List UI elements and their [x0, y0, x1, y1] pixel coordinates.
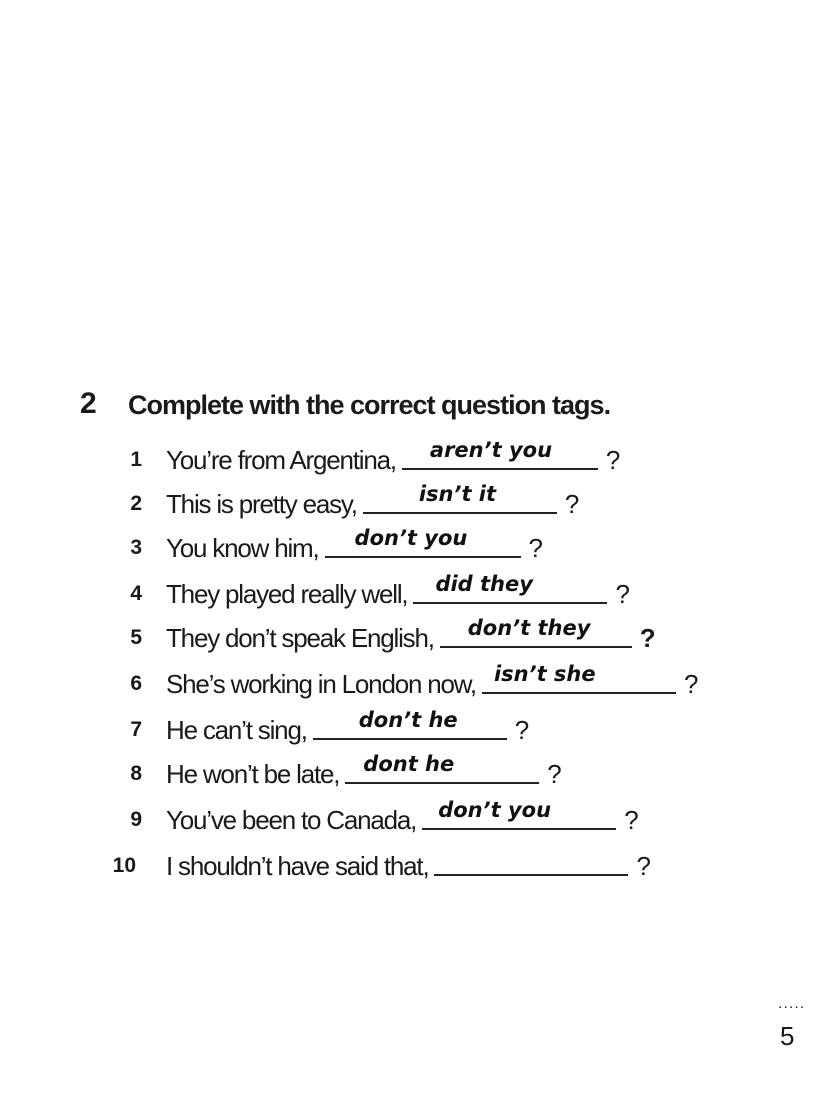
page-dots: .....	[778, 995, 806, 1012]
page-number: 5	[780, 1021, 795, 1051]
answer-text: did they	[435, 572, 533, 596]
item-number: 8	[130, 762, 142, 785]
item-sentence: They don’t speak English,	[166, 623, 434, 653]
answer-blank[interactable]	[345, 752, 539, 784]
answer-blank[interactable]	[402, 438, 598, 470]
answer-blank[interactable]	[422, 798, 616, 830]
item-number: 10	[112, 854, 136, 877]
answer-text: don’t you	[438, 798, 552, 822]
item-sentence: You’ve been to Canada,	[166, 805, 417, 835]
item-number: 3	[130, 536, 142, 559]
question-mark: ?	[636, 851, 651, 881]
answer-blank[interactable]	[313, 708, 507, 740]
item-sentence: You’re from Argentina,	[166, 445, 396, 475]
item-sentence: He can’t sing,	[166, 715, 307, 745]
item-number: 5	[130, 626, 142, 649]
answer-blank[interactable]	[325, 526, 521, 558]
answer-text: don’t he	[358, 708, 458, 732]
question-mark: ?	[615, 579, 630, 609]
answer-text: don’t you	[354, 526, 468, 550]
item-sentence: This is pretty easy,	[166, 489, 357, 519]
question-mark: ?	[528, 533, 544, 563]
item-number: 4	[130, 582, 142, 605]
item-sentence: She’s working in London now,	[166, 669, 476, 699]
item-sentence: You know him,	[166, 533, 319, 563]
question-mark: ?	[624, 805, 639, 835]
answer-blank[interactable]	[363, 482, 557, 514]
item-number: 9	[130, 808, 142, 831]
answer-text: dont he	[363, 752, 455, 776]
answer-blank[interactable]	[434, 844, 628, 876]
answer-text: aren’t you	[429, 438, 553, 462]
answer-text: don’t they	[467, 616, 591, 640]
item-sentence: I shouldn’t have said that,	[166, 851, 429, 881]
question-mark: ?	[547, 759, 562, 789]
item-number: 2	[130, 492, 142, 515]
question-mark: ?	[605, 445, 621, 475]
answer-blank[interactable]	[413, 572, 607, 604]
question-mark: ?	[639, 623, 656, 653]
item-sentence: They played really well,	[166, 579, 408, 609]
question-mark: ?	[683, 669, 699, 699]
question-mark: ?	[564, 489, 580, 519]
answer-blank[interactable]	[440, 616, 632, 648]
answer-text: isn’t it	[418, 482, 497, 506]
exercise-number: 2	[80, 387, 96, 420]
item-number: 1	[130, 448, 142, 471]
answer-text: isn’t she	[493, 662, 596, 686]
item-number: 7	[130, 718, 142, 741]
item-number: 6	[130, 672, 142, 695]
question-mark: ?	[514, 715, 530, 745]
exercise-title: Complete with the correct question tags.	[128, 390, 611, 420]
item-sentence: He won’t be late,	[166, 759, 340, 789]
answer-blank[interactable]	[482, 662, 676, 694]
